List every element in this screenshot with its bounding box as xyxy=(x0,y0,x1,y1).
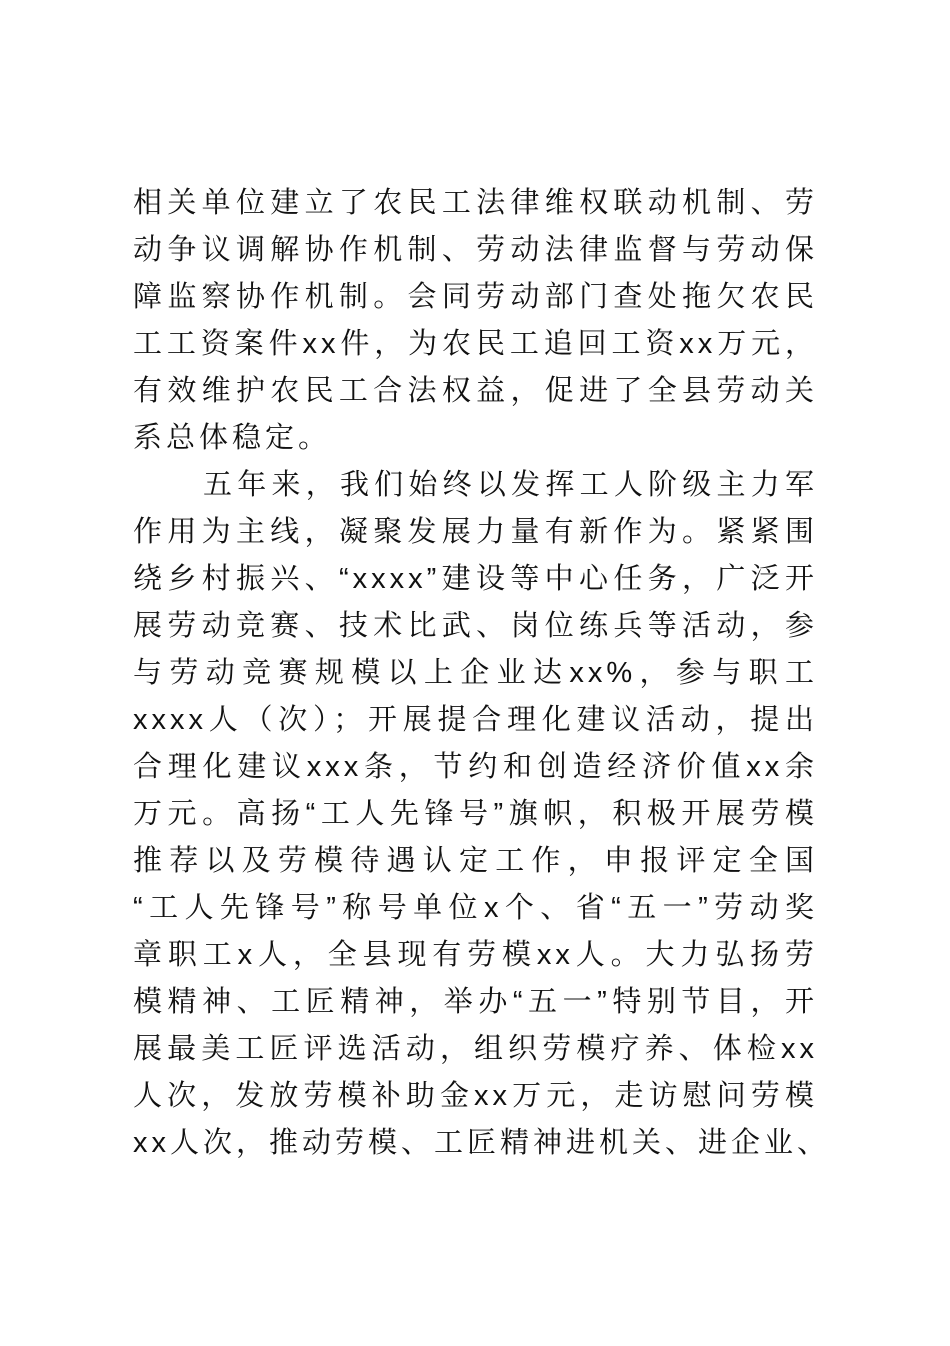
text-line: xxxx人（次）；开展提合理化建议活动，提出 xyxy=(133,704,818,736)
text-line: 万元。高扬“工人先锋号”旗帜，积极开展劳模 xyxy=(133,798,818,830)
text-line: 合理化建议xxx条，节约和创造经济价值xx余 xyxy=(133,751,818,783)
paragraph xyxy=(133,462,831,1167)
text-line: 推荐以及劳模待遇认定工作，申报评定全国 xyxy=(133,845,818,877)
text-line: 系总体稳定。 xyxy=(133,422,332,454)
text-line: 模精神、工匠精神，举办“五一”特别节目，开 xyxy=(133,986,818,1018)
text-line: 与劳动竞赛规模以上企业达xx%，参与职工 xyxy=(133,657,818,689)
text-line: 作用为主线，凝聚发展力量有新作为。紧紧围 xyxy=(133,516,818,548)
text-line: xx人次，推动劳模、工匠精神进机关、进企业、 xyxy=(133,1127,831,1159)
text-line: 章职工x人，全县现有劳模xx人。大力弘扬劳 xyxy=(133,939,818,971)
text-line: 工工资案件xx件，为农民工追回工资xx万元， xyxy=(133,328,818,360)
text-line: 五年来，我们始终以发挥工人阶级主力军 xyxy=(203,469,818,501)
text-line: 动争议调解协作机制、劳动法律监督与劳动保 xyxy=(133,234,818,266)
text-line: 绕乡村振兴、“xxxx”建设等中心任务，广泛开 xyxy=(133,563,818,595)
text-line: “工人先锋号”称号单位x个、省“五一”劳动奖 xyxy=(133,892,818,924)
document-body xyxy=(133,180,831,1167)
text-line: 人次，发放劳模补助金xx万元，走访慰问劳模 xyxy=(133,1080,818,1112)
text-line: 展最美工匠评选活动，组织劳模疗养、体检xx xyxy=(133,1033,818,1065)
text-line: 展劳动竞赛、技术比武、岗位练兵等活动，参 xyxy=(133,610,818,642)
text-line: 障监察协作机制。会同劳动部门查处拖欠农民 xyxy=(133,281,818,313)
text-line: 有效维护农民工合法权益，促进了全县劳动关 xyxy=(133,375,818,407)
paragraph xyxy=(133,180,818,462)
text-line: 相关单位建立了农民工法律维权联动机制、劳 xyxy=(133,187,818,219)
